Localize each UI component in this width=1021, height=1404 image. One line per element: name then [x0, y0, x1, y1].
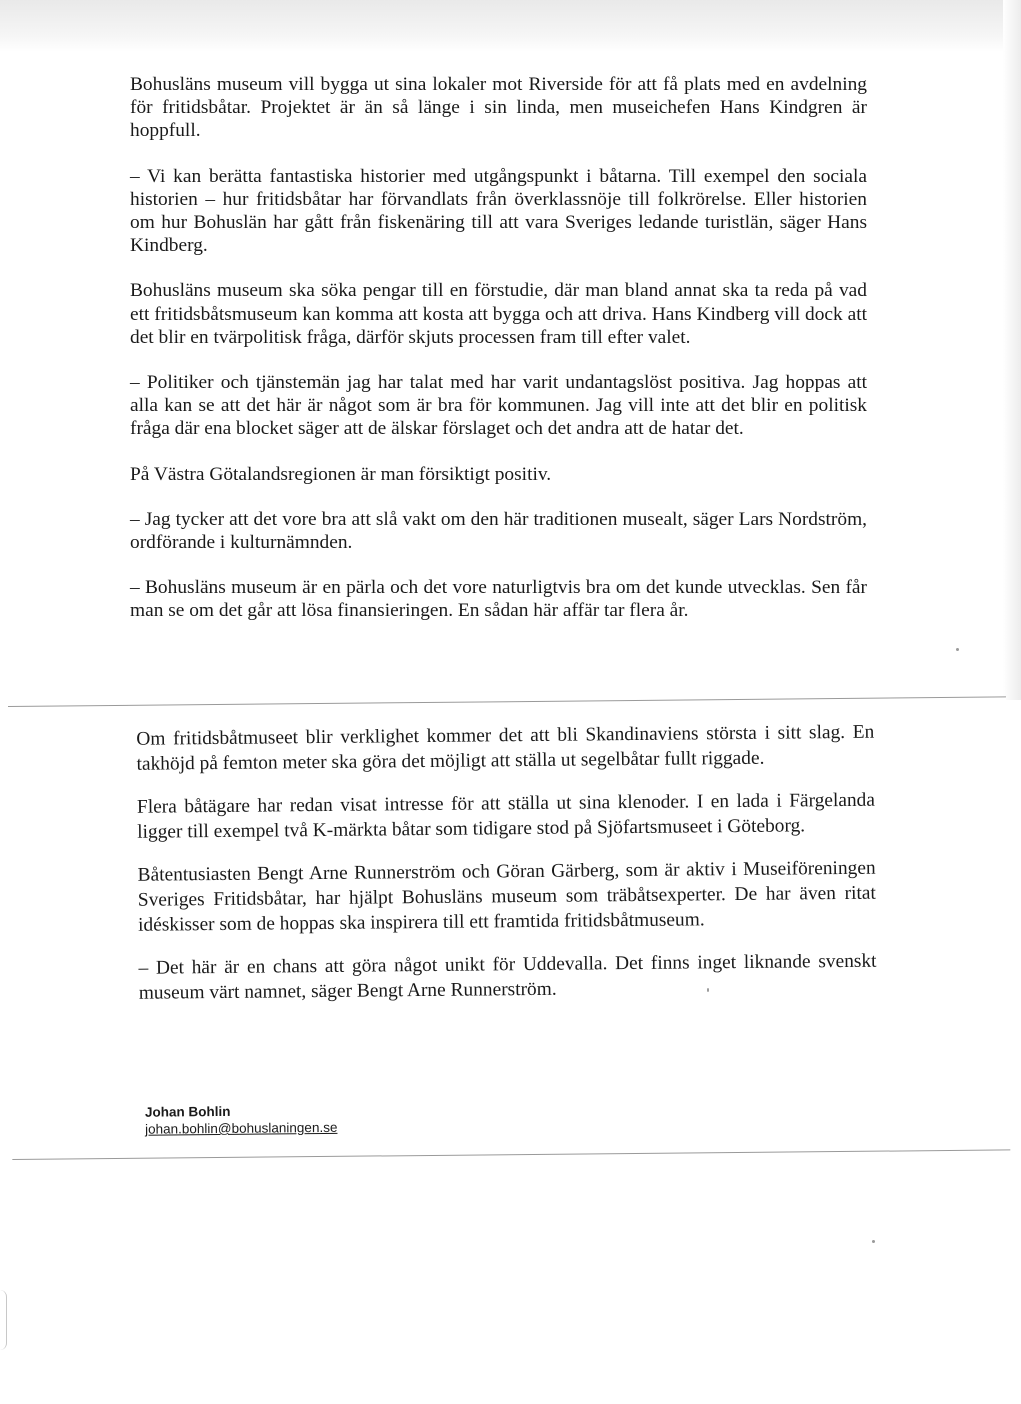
paragraph: Bohusläns museum vill bygga ut sina lokaler mot Riverside för att få plats med en avdelning för fritidsbåtar. Projektet är än så länge i sin linda, men museichefen Hans Kindgren är hoppfull. [130, 74, 867, 142]
paragraph: – Det här är en chans att göra något unikt för Uddevalla. Det finns inget liknande svenskt museum värt namnet, säger Bengt Arne Runnerström. [138, 950, 877, 1004]
article-body-bottom [136, 720, 877, 1024]
scan-shadow-top [0, 0, 1021, 52]
paragraph: På Västra Götalandsregionen är man försiktigt positiv. [130, 463, 552, 485]
scan-shadow-right [1003, 0, 1021, 700]
paragraph: – Vi kan berätta fantastiska historier med utgångspunkt i båtarna. Till exempel den sociala historien – hur fritidsbåtar har förvandlats från överklassnöje till folkrörelse. Eller historien om hur Bohuslän har gått från fiskenäring till att vara Sveriges ledande turistlän, säger Hans Kindberg. [130, 165, 867, 257]
scan-speck [956, 648, 959, 651]
article-body-top [130, 73, 867, 645]
paragraph: – Politiker och tjänstemän jag har talat med har varit undantagslöst positiva. Jag hoppas att alla kan se att det här är något som är bra för kommunen. Jag vill inte att det blir en politisk fråga där ena blocket säger att de älskar förslaget och det andra att de hatar det. [130, 372, 867, 440]
scan-speck [872, 1240, 875, 1243]
scan-speck [707, 988, 709, 992]
paragraph: Bohusläns museum ska söka pengar till en förstudie, där man bland annat ska ta reda på vad ett fritidsbåtsmuseum kan komma att kosta att bygga och att driva. Hans Kindberg vill dock att det blir en tvärpolitisk fråga, därför skjuts processen fram till efter valet. [130, 280, 867, 348]
paragraph: Flera båtägare har redan visat intresse för att ställa ut sina klenoder. I en lada i Färgelanda ligger till exempel två K-märkta båtar som tidigare stod på Sjöfartsmuseet i Göteborg. [136, 789, 876, 843]
byline [145, 1102, 338, 1138]
paragraph: – Bohusläns museum är en pärla och det vore naturligtvis bra om det kunde utvecklas. Sen får man se om det går att lösa finansieringen. En sådan här affär tar flera år. [130, 577, 867, 622]
article-clipping-bottom [8, 696, 1010, 1160]
paragraph: Båtentusiasten Bengt Arne Runnerström och Göran Gärberg, som är aktiv i Museiföreningen Sveriges Fritidsbåtar, har hjälpt Bohusläns museum som träbåtsexperter. De har även ritat idéskisser som de hoppas ska inspirera till ett framtida fritidsbåtmuseum. [137, 857, 876, 936]
author-email-link[interactable]: johan.bohlin@bohuslaningen.se [144, 1119, 338, 1137]
paper-edge-mark [0, 1290, 7, 1350]
author-name: Johan Bohlin [144, 1103, 231, 1120]
paragraph: Om fritidsbåtmuseet blir verklighet kommer det att bli Skandinaviens största i sitt slag. En takhöjd på femton meter ska göra det möjligt att ställa ut segelbåtar fullt riggade. [136, 721, 875, 775]
paragraph: – Jag tycker att det vore bra att slå vakt om den här traditionen musealt, säger Lars Nordström, ordförande i kulturnämnden. [130, 508, 867, 554]
